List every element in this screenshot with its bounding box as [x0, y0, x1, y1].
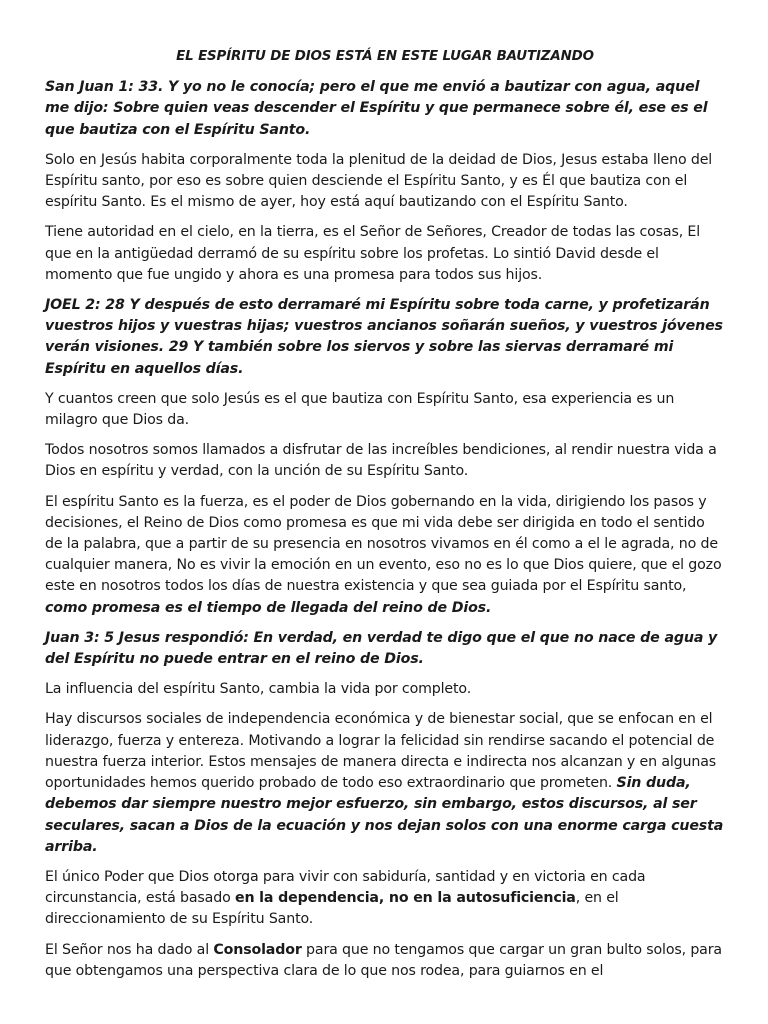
paragraph-12 [45, 940, 725, 982]
paragraph-10-emphasis: Sin duda, debemos dar siempre nuestro mejor esfuerzo, sin embargo, estos discursos, al ser seculares, sacan a Dios de la ecuación y nos dejan solos con una enorme carga cuesta arriba. [45, 775, 724, 855]
paragraph-11-end: , en el direccionamiento de su Espíritu Santo. [45, 890, 619, 928]
paragraph-3: Tiene autoridad en el cielo, en la tierra, es el Señor de Señores, Creador de todas las cosas, El que en la antigüedad derramó de su espíritu sobre los profetas. Lo sintió David desde el momento que fue ungido y ahora es una promesa para todos sus hijos. [45, 224, 701, 283]
document-title: EL ESPÍRITU DE DIOS ESTÁ EN ESTE LUGAR BAUTIZANDO [176, 49, 594, 64]
paragraph-11-text: El único Poder que Dios otorga para vivir con sabiduría, santidad y en victoria en cada circunstancia, está basado [45, 868, 646, 907]
paragraph-2: Solo en Jesús habita corporalmente toda la plenitud de la deidad de Dios, Jesus estaba lleno del Espíritu santo, por eso es sobre quien desciende el Espíritu Santo, y es Él que bautiza con el espíritu Santo. Es el mismo de ayer, hoy está aquí bautizando con el Espíritu Santo. [45, 151, 713, 211]
paragraph-7 [45, 492, 725, 619]
verse-juan-3-5: Juan 3: 5 Jesus respondió: En verdad, en verdad te digo que el que no nace de agua y del Espíritu no puede entrar en el reino de Dios. [45, 629, 718, 668]
paragraph-6: Todos nosotros somos llamados a disfrutar de las increíbles bendiciones, al rendir nuestra vida a Dios en espíritu y verdad, con la unción de su Espíritu Santo. [45, 442, 717, 480]
paragraph-10 [45, 709, 725, 857]
paragraph-11 [45, 867, 725, 931]
paragraph-7-emphasis: como promesa es el tiempo de llegada del reino de Dios. [45, 599, 492, 616]
paragraph-10-text: Hay discursos sociales de independencia económica y de bienestar social, que se enfocan en el liderazgo, fuerza y entereza. Motivando a lograr la felicidad sin rendirse sacando el potencial de nuestra fuerza interior. Estos mensajes de manera directa e indirecta nos alcanzan y en algunas oportunidades hemos querido probado de todo eso extraordinario que prometen. [45, 711, 716, 792]
paragraph-12-text: El Señor nos ha dado al [45, 941, 214, 958]
paragraph-9: La influencia del espíritu Santo, cambia la vida por completo. [45, 681, 472, 698]
paragraph-12-end: para que no tengamos que cargar un gran bulto solos, para que obtengamos una perspectiva clara de lo que nos rodea, para guiarnos en el [45, 941, 722, 979]
paragraph-5: Y cuantos creen que solo Jesús es el que bautiza con Espíritu Santo, esa experiencia es un milagro que Dios da. [45, 390, 675, 429]
paragraph-12-bold: Consolador [213, 941, 302, 958]
verse-joel-2-28: JOEL 2: 28 Y después de esto derramaré mi Espíritu sobre toda carne, y profetizarán vuestros hijos y vuestras hijas; vuestros ancianos soñarán sueños, y vuestros jóvenes verán visiones. 29 Y también sobre los siervos y sobre las siervas derramaré mi Espíritu en aquellos días. [45, 297, 723, 377]
paragraph-11-bold: en la dependencia, no en la autosuficiencia [234, 890, 576, 907]
paragraph-7-text: El espíritu Santo es la fuerza, es el poder de Dios gobernando en la vida, dirigiendo los pasos y decisiones, el Reino de Dios como promesa es que mi vida debe ser dirigida en todo el sentido de la palabra, que a partir de su presencia en nosotros vivamos en él como a el le agrada, no de cualquier manera, No es vivir la emoción en un evento, eso no es lo que Dios quiere, que el gozo este en nosotros todos los días de nuestra existencia y que sea guiada por el Espíritu santo, [45, 493, 722, 595]
document-page [45, 46, 725, 991]
verse-san-juan-1-33: San Juan 1: 33. Y yo no le conocía; pero el que me envió a bautizar con agua, aquel me dijo: Sobre quien veas descender el Espíritu y que permanece sobre él, ese es el que bautiza con el Espíritu Santo. [45, 79, 708, 138]
